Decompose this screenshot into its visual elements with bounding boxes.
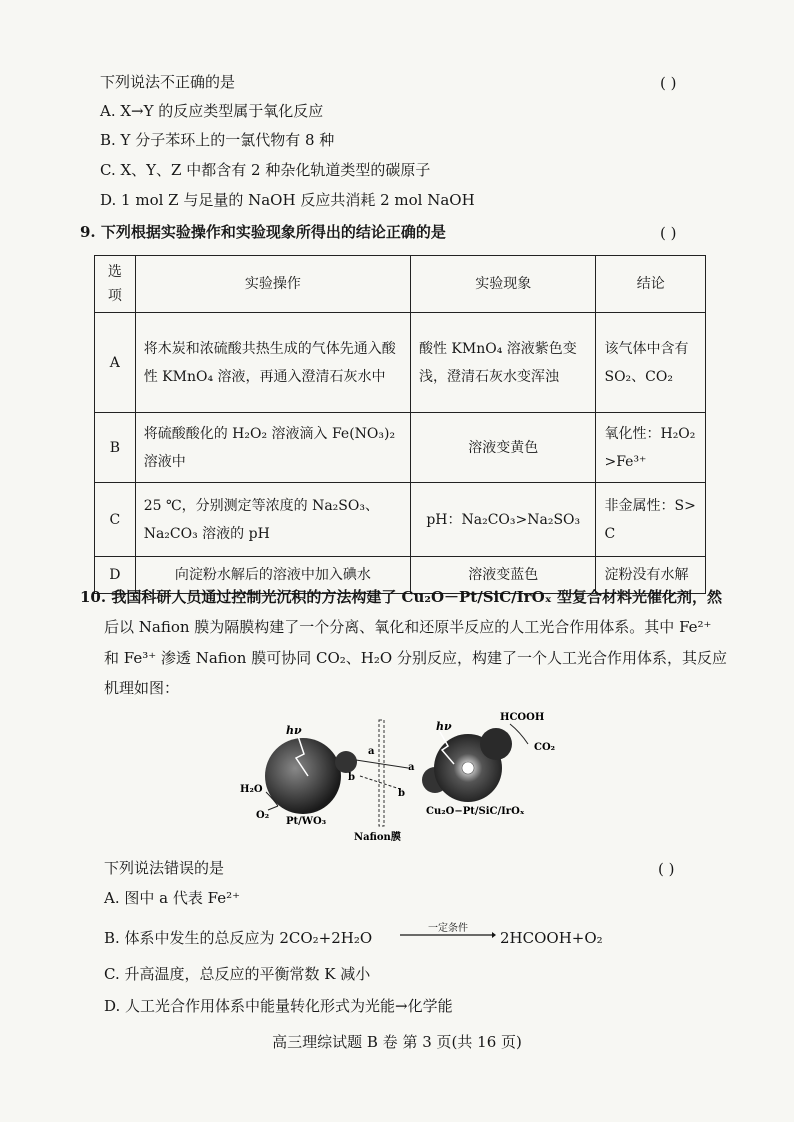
header-phenomenon: 实验现象: [410, 256, 596, 313]
reaction-condition: 一定条件: [428, 923, 468, 934]
q10-option-b-lhs: B. 体系中发生的总反应为 2CO₂+2H₂O: [104, 929, 373, 947]
row-option: B: [95, 413, 136, 483]
q8-option-d: D. 1 mol Z 与足量的 NaOH 反应共消耗 2 mol NaOH: [100, 191, 475, 209]
center-dot: [462, 762, 474, 774]
header-operation: 实验操作: [135, 256, 410, 313]
nafion-label: Nafion膜: [354, 832, 401, 843]
table-row: [95, 413, 706, 483]
hcooh-label: HCOOH: [500, 712, 545, 723]
header-option: 选项: [95, 256, 136, 313]
pt-cocatalyst: [335, 751, 357, 773]
q8-stem: 下列说法不正确的是: [100, 73, 236, 91]
hv-left: hν: [286, 724, 302, 737]
table-header-row: [95, 256, 706, 313]
row-operation: 向淀粉水解后的溶液中加入碘水: [135, 557, 410, 594]
q8-option-c: C. X、Y、Z 中都含有 2 种杂化轨道类型的碳原子: [100, 161, 431, 179]
row-phenomenon: pH：Na₂CO₃>Na₂SO₃: [410, 483, 596, 557]
page-footer: 高三理综试题 B 卷 第 3 页(共 16 页): [272, 1033, 522, 1051]
q8-answer-paren: ( ): [660, 74, 677, 92]
q10-option-b-rhs: 2HCOOH+O₂: [500, 929, 603, 947]
q8-option-b: B. Y 分子苯环上的一氯代物有 8 种: [100, 131, 335, 149]
label-a-top: a: [368, 746, 375, 757]
row-operation: 将木炭和浓硫酸共热生成的气体先通入酸性 KMnO₄ 溶液，再通入澄清石灰水中: [135, 313, 410, 413]
co2-reduction-arrow-icon: [510, 724, 528, 744]
q9-stem: 9. 下列根据实验操作和实验现象所得出的结论正确的是: [80, 223, 446, 241]
label-a-right: a: [408, 762, 415, 773]
q10-ask: 下列说法错误的是: [104, 859, 225, 877]
cu2o-catalyst-label: Cu₂O−Pt/SiC/IrOₓ: [426, 806, 525, 817]
row-phenomenon: 溶液变蓝色: [410, 557, 596, 594]
q9-answer-paren: ( ): [660, 224, 677, 242]
q10-stem-line2: 后以 Nafion 膜为隔膜构建了一个分离、氧化和还原半反应的人工光合作用体系。其中 Fe²⁺: [104, 618, 712, 636]
row-operation: 25 ℃，分别测定等浓度的 Na₂SO₃、Na₂CO₃ 溶液的 pH: [135, 483, 410, 557]
q10-answer-paren: ( ): [658, 860, 675, 878]
q10-option-a: A. 图中 a 代表 Fe²⁺: [104, 889, 241, 907]
nafion-membrane: [379, 720, 384, 826]
header-conclusion: 结论: [596, 256, 706, 313]
hv-right: hν: [436, 720, 452, 733]
row-operation: 将硫酸酸化的 H₂O₂ 溶液滴入 Fe(NO₃)₂ 溶液中: [135, 413, 410, 483]
row-conclusion: 该气体中含有 SO₂、CO₂: [596, 313, 706, 413]
row-phenomenon: 酸性 KMnO₄ 溶液紫色变浅，澄清石灰水变浑浊: [410, 313, 596, 413]
row-conclusion: 非金属性：S> C: [596, 483, 706, 557]
row-option: A: [95, 313, 136, 413]
q10-stem-line1: 10. 我国科研人员通过控制光沉积的方法构建了 Cu₂O－Pt/SiC/IrOₓ 型复合材料光催化剂，然: [80, 588, 722, 606]
row-option: C: [95, 483, 136, 557]
table-row: [95, 483, 706, 557]
q9-table: [94, 255, 706, 594]
reaction-arrow-icon: [400, 930, 496, 940]
arrow-a-icon: [356, 760, 408, 768]
co2-label: CO₂: [534, 742, 556, 753]
h2o-label: H₂O: [240, 784, 263, 795]
pt-wo3-label: Pt/WO₃: [286, 816, 327, 827]
table-row: [95, 313, 706, 413]
label-b-left: b: [348, 772, 355, 783]
q10-option-d: D. 人工光合作用体系中能量转化形式为光能→化学能: [104, 997, 453, 1015]
q10-option-c: C. 升高温度，总反应的平衡常数 K 减小: [104, 965, 371, 983]
o2-label: O₂: [256, 810, 270, 821]
row-phenomenon: 溶液变黄色: [410, 413, 596, 483]
q10-stem-line4: 机理如图：: [104, 679, 180, 697]
mechanism-diagram: [228, 706, 558, 848]
label-b-bottom: b: [398, 788, 405, 799]
irox-particle: [480, 728, 512, 760]
q8-option-a: A. X→Y 的反应类型属于氧化反应: [100, 102, 324, 120]
row-conclusion: 淀粉没有水解: [596, 557, 706, 594]
row-conclusion: 氧化性：H₂O₂ >Fe³⁺: [596, 413, 706, 483]
arrow-b-icon: [360, 776, 403, 790]
q10-stem-line3: 和 Fe³⁺ 渗透 Nafion 膜可协同 CO₂、H₂O 分别反应，构建了一个人工光合作用体系，其反应: [104, 649, 727, 667]
row-option: D: [95, 557, 136, 594]
